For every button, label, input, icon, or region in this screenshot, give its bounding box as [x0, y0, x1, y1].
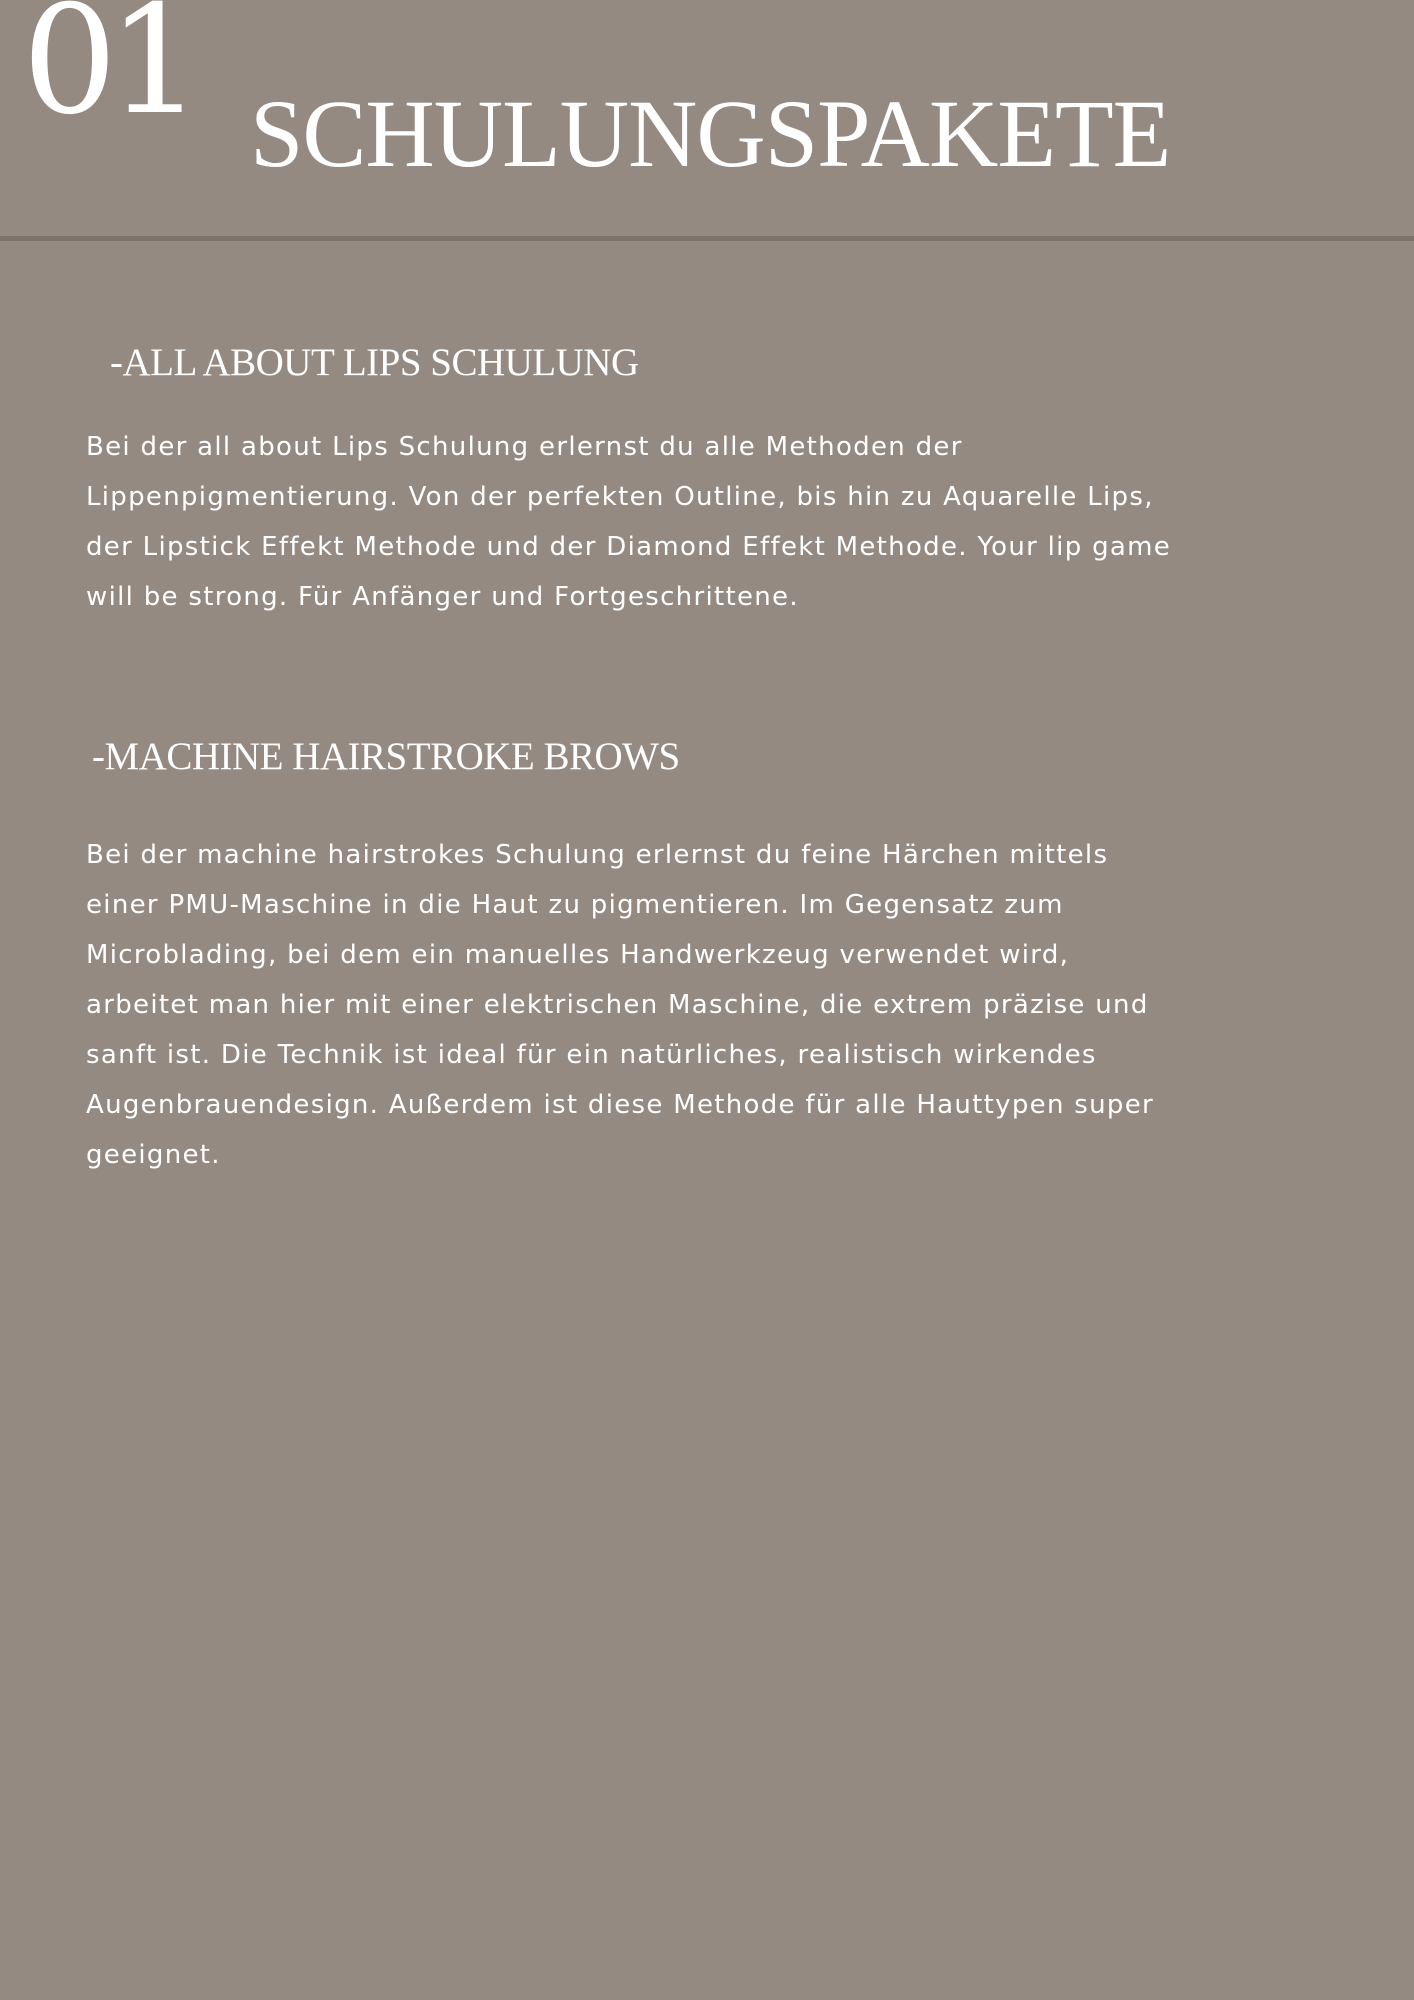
body-line: der Lipstick Effekt Methode und der Diamond Effekt Methode. Your lip game	[86, 532, 1172, 562]
body-line: einer PMU-Maschine in die Haut zu pigmentieren. Im Gegensatz zum	[86, 890, 1064, 920]
section-heading-brows: -MACHINE HAIRSTROKE BROWS	[92, 735, 680, 778]
body-line: geeignet.	[86, 1140, 221, 1170]
header-divider	[0, 236, 1414, 241]
body-line: Bei der machine hairstrokes Schulung erlernst du feine Härchen mittels	[86, 840, 1109, 870]
body-line: Bei der all about Lips Schulung erlernst du alle Methoden der	[86, 432, 963, 462]
page-number: 01	[22, 0, 193, 148]
body-line: Lippenpigmentierung. Von der perfekten Outline, bis hin zu Aquarelle Lips,	[86, 482, 1154, 512]
section-heading-lips: -ALL ABOUT LIPS SCHULUNG	[110, 341, 639, 384]
section-body-lips	[86, 422, 1316, 622]
body-line: sanft ist. Die Technik ist ideal für ein natürliches, realistisch wirkendes	[86, 1040, 1097, 1070]
body-line: Microblading, bei dem ein manuelles Handwerkzeug verwendet wird,	[86, 940, 1070, 970]
body-line: will be strong. Für Anfänger und Fortgeschrittene.	[86, 582, 799, 612]
body-line: arbeitet man hier mit einer elektrischen Maschine, die extrem präzise und	[86, 990, 1149, 1020]
section-body-brows	[86, 830, 1316, 1180]
body-line: Augenbrauendesign. Außerdem ist diese Methode für alle Hauttypen super	[86, 1090, 1155, 1120]
page-title: SCHULUNGSPAKETE	[250, 80, 1171, 187]
